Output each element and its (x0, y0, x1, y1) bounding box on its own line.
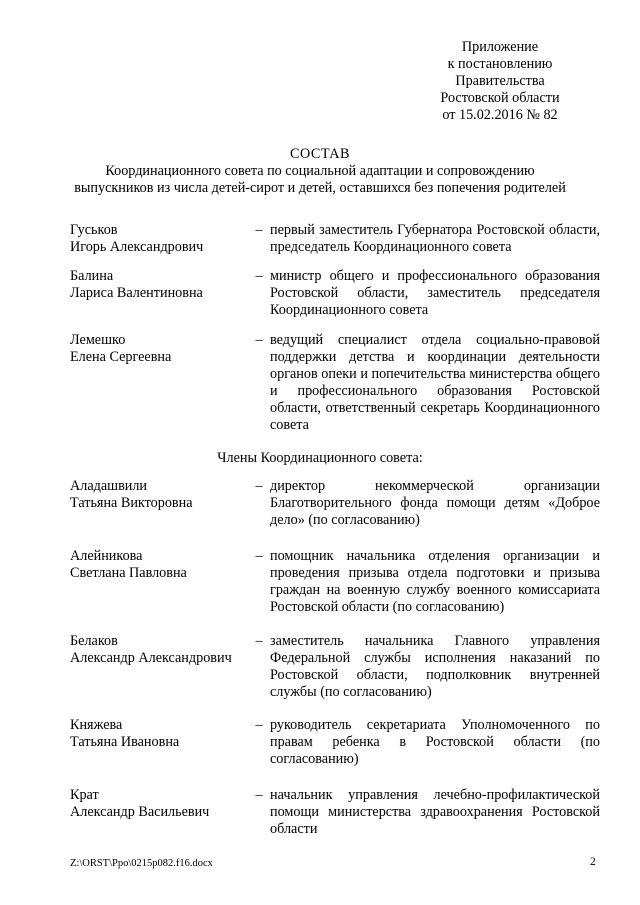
person-name (70, 787, 250, 821)
person-role: первый заместитель Губернатора Ростовской области, председатель Координационного совета (270, 222, 600, 255)
person-name (70, 548, 250, 582)
separator-dash: – (255, 787, 263, 803)
title-subline: выпускников из числа детей-сирот и детей, оставшихся без попечения родителей (74, 180, 566, 196)
person-surname: Княжева (70, 717, 123, 733)
person-given-name: Светлана Павловна (70, 565, 187, 581)
person-surname: Белаков (70, 633, 118, 649)
separator-dash: – (255, 548, 263, 564)
separator-dash: – (255, 478, 263, 494)
person-surname: Крат (70, 787, 99, 803)
title-main: СОСТАВ (289, 146, 350, 162)
person-given-name: Александр Александрович (70, 650, 232, 666)
document-title (40, 146, 600, 197)
person-surname: Балина (70, 268, 114, 284)
separator-dash: – (255, 717, 263, 733)
person-surname: Лемешко (70, 332, 126, 348)
appendix-header (400, 39, 600, 124)
person-given-name: Игорь Александрович (70, 239, 204, 255)
person-role: директор некоммерческой организации Благотворительного фонда помощи детям «Доброе дело» (по согласованию) (270, 478, 600, 528)
person-name (70, 633, 250, 667)
appendix-line: Правительства (455, 73, 545, 89)
person-given-name: Елена Сергеевна (70, 349, 172, 365)
person-surname: Аладашвили (70, 478, 148, 494)
person-name (70, 222, 250, 256)
person-given-name: Татьяна Ивановна (70, 734, 180, 750)
person-role: ведущий специалист отдела социально-правовой поддержки детства и координации деятельности органов опеки и попечительства министерства общего и профессионального образования Ростовской области, ответственный секретарь Координационного совета (270, 332, 600, 433)
footer-file-path: Z:\ORST\Ppo\0215p082.f16.docx (70, 858, 213, 869)
separator-dash: – (255, 222, 263, 238)
person-given-name: Александр Васильевич (70, 804, 210, 820)
separator-dash: – (255, 633, 263, 649)
person-name (70, 332, 250, 366)
person-role: начальник управления лечебно-профилактической помощи министерства здравоохранения Ростовской области (270, 787, 600, 837)
separator-dash: – (255, 332, 263, 348)
appendix-line: к постановлению (447, 56, 553, 72)
person-name (70, 717, 250, 751)
person-surname: Алейникова (70, 548, 143, 564)
appendix-line: Приложение (461, 39, 539, 55)
appendix-date-line: от 15.02.2016 № 82 (442, 107, 558, 123)
person-role: заместитель начальника Главного управления Федеральной службы исполнения наказаний по Ростовской области, подполковник внутренней службы (по согласованию) (270, 633, 600, 700)
person-given-name: Татьяна Викторовна (70, 495, 193, 511)
person-role: помощник начальника отделения организации и проведения призыва отдела подготовки и призыва граждан на военную службу военного комиссариата Ростовской области (по согласованию) (270, 548, 600, 615)
person-name (70, 268, 250, 302)
footer-page-number: 2 (590, 856, 596, 868)
separator-dash: – (255, 268, 263, 284)
person-name (70, 478, 250, 512)
person-role: министр общего и профессионального образования Ростовской области, заместитель председателя Координационного совета (270, 268, 600, 318)
person-surname: Гуськов (70, 222, 118, 238)
person-given-name: Лариса Валентиновна (70, 285, 203, 301)
appendix-line: Ростовской области (440, 90, 560, 106)
title-subline: Координационного совета по социальной адаптации и сопровождению (105, 163, 535, 179)
person-role: руководитель секретариата Уполномоченного по правам ребенка в Ростовской области (по согласованию) (270, 717, 600, 767)
members-heading: Члены Координационного совета: (217, 450, 423, 466)
